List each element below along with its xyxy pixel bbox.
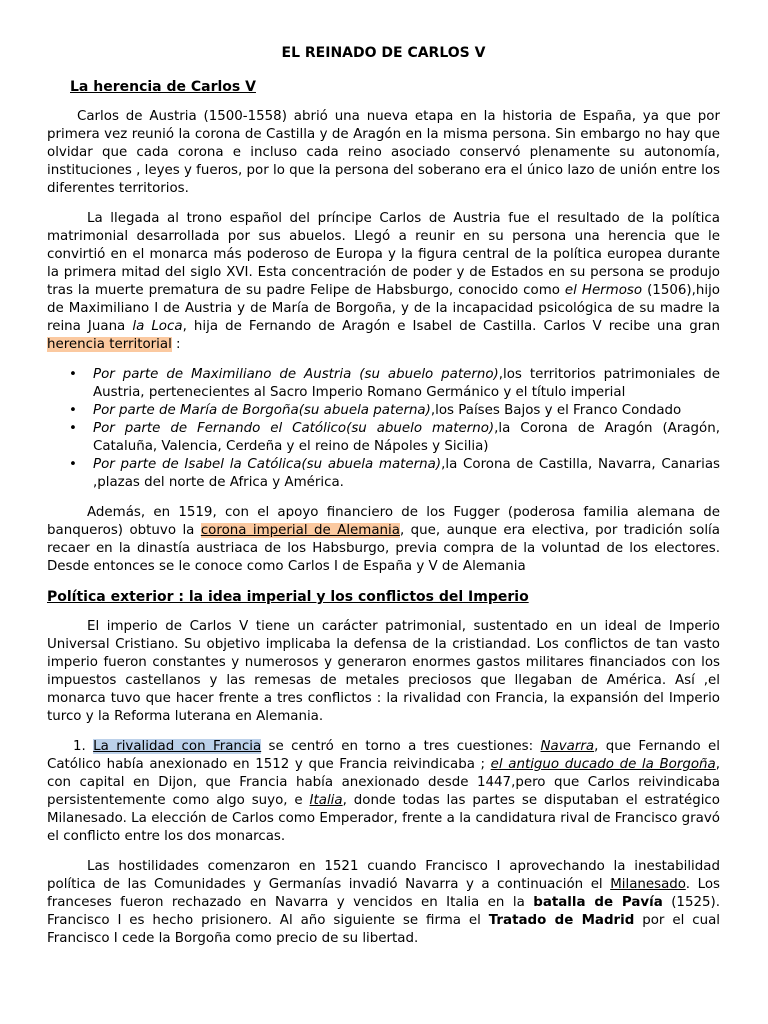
text-run: por el cual Francisco I cede la Borgoña como precio de su libertad. <box>47 913 720 946</box>
text-run-italic: la Loca <box>132 319 183 334</box>
text-run: (1525). Francisco I es hecho prisionero. Al año siguiente se firma el <box>47 895 720 928</box>
inheritance-list <box>47 366 720 492</box>
text-run-milanesado: Milanesado <box>610 877 686 892</box>
bullet-icon: • <box>69 421 77 436</box>
text-run-italic: el Hermoso <box>564 283 643 298</box>
section-heading-politica-exterior: Política exterior : la idea imperial y los conflictos del Imperio <box>47 589 529 605</box>
numbered-list <box>47 738 720 846</box>
text-run: , donde todas las partes se disputaban el estratégico Milanesado. La elección de Carlos como Emperador, frente a la candidatura rival de Francisco gravó el conflicto entre los dos monarcas. <box>47 793 720 844</box>
text-run-borgona: el antiguo ducado de la Borgoña <box>490 757 716 772</box>
list-item <box>47 366 720 402</box>
list-item <box>47 420 720 456</box>
text-run: Las hostilidades comenzaron en 1521 cuando Francisco I aprovechando la inestabilidad política de las Comunidades y Germanías invadió Navarra y a continuación el <box>47 859 720 892</box>
list-item <box>47 402 720 420</box>
text-run-italic: Por parte de María de Borgoña(su abuela paterna) <box>93 403 431 418</box>
text-run-italic: Por parte de Isabel la Católica(su abuela materna) <box>93 457 442 472</box>
text-run: , con capital en Dijon, que Francia había anexionado desde 1447,pero que Carlos reivindicaba persistentemente como algo suyo, e <box>47 757 720 808</box>
paragraph: Carlos de Austria (1500-1558) abrió una nueva etapa en la historia de España, ya que por primera vez reunió la corona de Castilla y de Aragón en la misma persona. Sin embargo no hay que olvidar que cada corona e incluso cada reino asociado conservó plenamente su autonomía, instituciones , leyes y fueros, por lo que la persona del soberano era el único lazo de unión entre los diferentes territorios. <box>47 109 720 196</box>
paragraph: El imperio de Carlos V tiene un carácter patrimonial, sustentado en un ideal de Imperio Universal Cristiano. Su objetivo implicaba la defensa de la cristiandad. Los conflictos de tan vasto imperio fueron constantes y numerosos y generaron enormes gastos militares financiados con los impuestos castellanos y las remesas de metales preciosos que llegaban de América. Así ,el monarca tuvo que hacer frente a tres conflictos : la rivalidad con Francia, la expansión del Imperio turco y la Reforma luterana en Alemania. <box>47 619 720 724</box>
text-run-tratado-madrid: Tratado de Madrid <box>488 913 635 928</box>
text-run: Además, en 1519, con el apoyo financiero de los Fugger (poderosa familia alemana de banqueros) obtuvo la <box>47 505 720 538</box>
text-run: . Los franceses fueron rechazado en Navarra y vencidos en Italia en la <box>47 877 720 910</box>
highlight-rivalidad-francia: La rivalidad con Francia <box>93 739 262 754</box>
text-run-italia: Italia <box>309 793 343 808</box>
text-run-italic: Por parte de Fernando el Católico(su abuelo materno) <box>93 421 495 436</box>
text-run: ,los territorios patrimoniales de Austria, pertenecientes al Sacro Imperio Romano Germánico y el título imperial <box>93 367 721 400</box>
text-run: , que Fernando el Católico había anexionado en 1512 y que Francia reivindicaba ; <box>47 739 720 772</box>
text-run: : <box>171 337 181 352</box>
text-run: , que, aunque era electiva, por tradición solía recaer en la dinastía austriaca de los Habsburgo, previa compra de la voluntad de los electores. Desde entonces se le conoce como Carlos I de España y V de Alemania <box>47 523 720 574</box>
text-run: La llegada al trono español del príncipe Carlos de Austria fue el resultado de la política matrimonial desarrollada por sus abuelos. Llegó a reunir en su persona una herencia que le convirtió en el monarca más poderoso de Europa y la figura central de la política europea durante la primera mitad del siglo XVI. Esta concentración de poder y de Estados en su persona se produjo tras la muerte prematura de su padre Felipe de Habsburgo, conocido como <box>47 211 720 298</box>
bullet-icon: • <box>69 403 77 418</box>
text-run: ,los Países Bajos y el Franco Condado <box>430 403 682 418</box>
paragraph <box>47 504 720 576</box>
paragraph <box>47 210 720 354</box>
document-title: EL REINADO DE CARLOS V <box>281 45 486 61</box>
highlight-corona-imperial: corona imperial de Alemania <box>200 523 400 538</box>
list-number: 1. <box>73 739 86 754</box>
list-item <box>47 456 720 492</box>
text-run: (1506),hijo de Maximiliano I de Austria y de María de Borgoña, y de la incapacidad psicológica de su madre la reina Juana <box>47 283 720 334</box>
text-run: ,la Corona de Aragón (Aragón, Cataluña, Valencia, Cerdeña y el reino de Nápoles y Sicilia) <box>93 421 720 454</box>
list-item <box>47 738 720 846</box>
section-heading-herencia: La herencia de Carlos V <box>70 79 256 95</box>
paragraph <box>47 858 720 948</box>
text-run-italic: Por parte de Maximiliano de Austria (su abuelo paterno) <box>93 367 499 382</box>
bullet-icon: • <box>69 367 77 382</box>
text-run-navarra: Navarra <box>540 739 595 754</box>
text-run-pavia: batalla de Pavía <box>533 895 663 910</box>
highlight-herencia-territorial: herencia territorial <box>47 337 172 352</box>
bullet-icon: • <box>69 457 77 472</box>
text-run: , hija de Fernando de Aragón e Isabel de Castilla. Carlos V recibe una gran <box>182 319 720 334</box>
text-run: ,la Corona de Castilla, Navarra, Canarias ,plazas del norte de Africa y América. <box>93 457 721 490</box>
text-run: se centró en torno a tres cuestiones: <box>261 739 541 754</box>
